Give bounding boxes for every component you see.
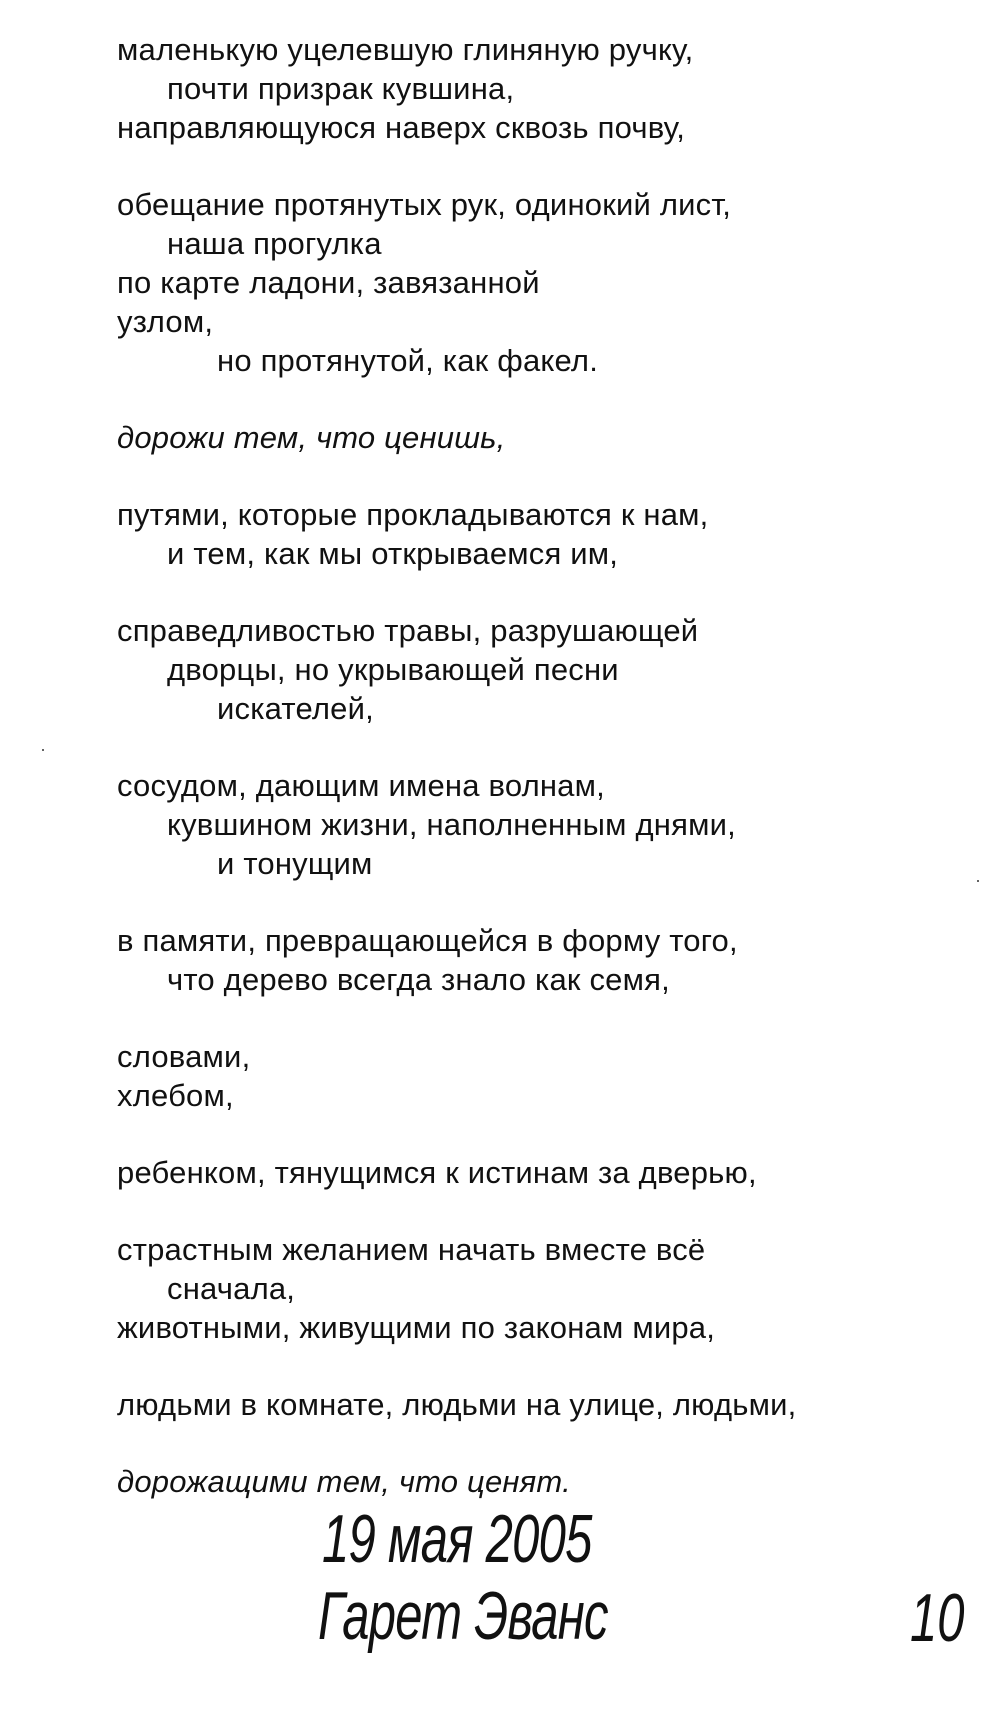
poem-author: Гарет Эванс [318, 1578, 608, 1654]
poem-body [117, 30, 977, 1501]
poem-line: в памяти, превращающейся в форму того, [117, 923, 738, 958]
poem-line: узлом, [117, 304, 214, 339]
poem-closing-line: дорожащими тем, что ценят. [117, 1464, 571, 1499]
poem-line: сначала, [167, 1271, 296, 1306]
scan-speck [977, 880, 979, 882]
page-number: 10 [910, 1580, 965, 1656]
poem-line: путями, которые прокладываются к нам, [117, 497, 709, 532]
poem-line: словами, [117, 1039, 251, 1074]
poem-line: что дерево всегда знало как семя, [167, 962, 670, 997]
poem-line: искателей, [217, 691, 374, 726]
poem-line: ребенком, тянущимся к истинам за дверью, [117, 1155, 757, 1190]
poem-line: кувшином жизни, наполненным днями, [167, 807, 736, 842]
poem-line: сосудом, дающим имена волнам, [117, 768, 605, 803]
poem-line: животными, живущими по законам мира, [117, 1310, 716, 1345]
scan-speck [42, 749, 44, 751]
poem-line: хлебом, [117, 1078, 234, 1113]
poem-date: 19 мая 2005 [322, 1501, 592, 1577]
poem-line: маленькую уцелевшую глиняную ручку, [117, 32, 694, 67]
poem-line: почти призрак кувшина, [167, 71, 515, 106]
poem-line: дворцы, но укрывающей песни [167, 652, 619, 687]
poem-line: обещание протянутых рук, одинокий лист, [117, 187, 732, 222]
poem-line: направляющуюся наверх сквозь почву, [117, 110, 686, 145]
poem-line: людьми в комнате, людьми на улице, людьми, [117, 1387, 797, 1422]
poem-refrain: дорожи тем, что ценишь, [117, 420, 506, 455]
poem-line: и тонущим [217, 846, 373, 881]
poem-line: справедливостью травы, разрушающей [117, 613, 699, 648]
poem-line: страстным желанием начать вместе всё [117, 1232, 706, 1267]
poem-line: наша прогулка [167, 226, 382, 261]
poem-line: по карте ладони, завязанной [117, 265, 540, 300]
poem-line: но протянутой, как факел. [217, 343, 599, 378]
poem-line: и тем, как мы открываемся им, [167, 536, 619, 571]
